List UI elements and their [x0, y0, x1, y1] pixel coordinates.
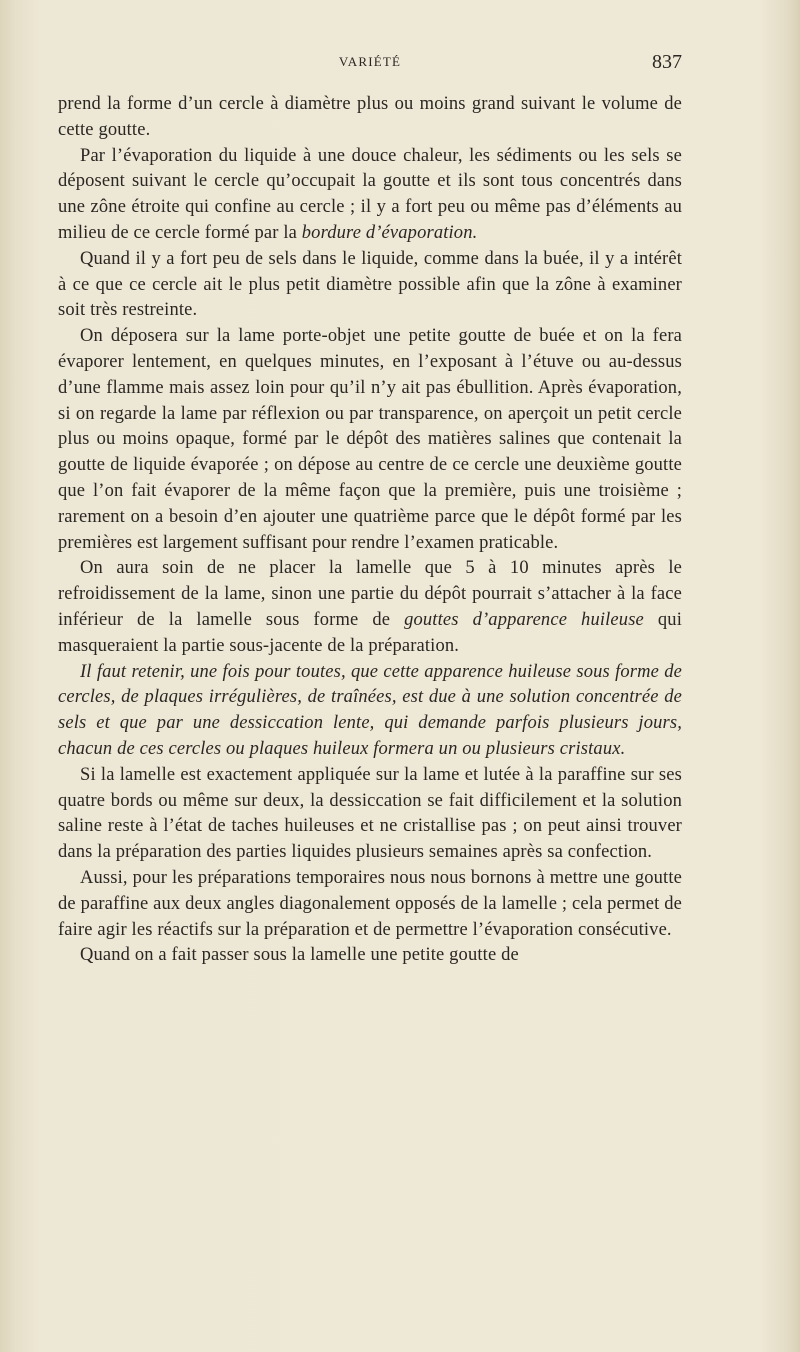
paragraph-8: [58, 866, 682, 943]
paragraph-5-text: On aura soin de ne placer la lamelle que 5 à 10 minutes après le refroidissement de la lame, sinon une partie du dépôt pourrait s’attacher à la face inférieur de la lamelle sous forme de: [58, 558, 682, 630]
paragraph-7: [58, 763, 682, 866]
paragraph-2-italic-term: bordure d’évaporation.: [301, 222, 478, 243]
page-number: 837: [652, 51, 682, 73]
paragraph-6-italic: [58, 660, 682, 763]
paragraph-4: [58, 324, 682, 556]
paragraph-7-text: Si la lamelle est exactement appliquée sur la lame et lutée à la paraffine sur ses quatre bords ou même sur deux, la dessiccation se fait difficilement et la solution saline reste à l’état de taches huileuses et ne cristallise pas ; on peut ainsi trouver dans la préparation des parties liquides plusieurs semaines après sa confection.: [58, 764, 682, 863]
paragraph-8-text: Aussi, pour les préparations temporaires nous nous bornons à mettre une goutte de paraffine aux deux angles diagonalement opposés de la lamelle ; cela permet de faire agir les réactifs sur la préparation et de permettre l’évaporation consécutive.: [58, 867, 682, 940]
paragraph-1-text: prend la forme d’un cercle à diamètre plus ou moins grand suivant le volume de cette goutte.: [58, 94, 682, 140]
paragraph-3: [58, 247, 682, 324]
paragraph-9-text: Quand on a fait passer sous la lamelle une petite goutte de: [80, 945, 519, 966]
paragraph-6-text: Il faut retenir, une fois pour toutes, que cette apparence huileuse sous forme de cercles, de plaques irrégulières, de traînées, est due à une solution concentrée de sels et que par une dessiccation lente, qui demande parfois plusieurs jours, chacun de ces cercles ou plaques huileux formera un ou plusieurs cristaux.: [58, 661, 682, 759]
paragraph-5-text-end: qui masqueraient la partie sous-jacente de la préparation.: [58, 609, 682, 656]
paragraph-5: [58, 556, 682, 659]
paragraph-3-text: Quand il y a fort peu de sels dans le liquide, comme dans la buée, il y a intérêt à ce que ce cercle ait le plus petit diamètre possible afin que la zône à examiner soit très restreinte.: [58, 248, 682, 321]
paragraph-9: [58, 943, 682, 969]
paragraph-5-italic-term: gouttes d’apparence huileuse: [404, 609, 644, 630]
paragraph-2-text: Par l’évaporation du liquide à une douce chaleur, les sédiments ou les sels se déposent suivant le cercle qu’occupait la goutte et ils sont tous concentrés dans une zône étroite qui confine au cercle ; il y a fort peu ou même pas d’éléments au milieu de ce cercle formé par la: [58, 145, 682, 243]
paragraph-4-text: On déposera sur la lame porte-objet une petite goutte de buée et on la fera évaporer lentement, en quelques minutes, en l’exposant à l’étuve ou au-dessus d’une flamme mais assez loin pour qu’il n’y ait pas ébullition. Après évaporation, si on regarde la lame par réflexion ou par transparence, on aperçoit un petit cercle plus ou moins opaque, formé par le dépôt des matières salines que contenait la goutte de liquide évaporée ; on dépose au centre de ce cercle une deuxième goutte que l’on fait évaporer de la même façon que la première, puis une troisième ; rarement on a besoin d’en ajouter une quatrième parce que le dépôt formé par les premières est largement suffisant pour rendre l’examen praticable.: [58, 326, 682, 553]
paragraph-1: [58, 92, 682, 144]
body-text: [58, 92, 682, 969]
running-head: VARIÉTÉ: [338, 54, 402, 69]
paragraph-2: [58, 144, 682, 247]
page-header: [58, 50, 682, 74]
